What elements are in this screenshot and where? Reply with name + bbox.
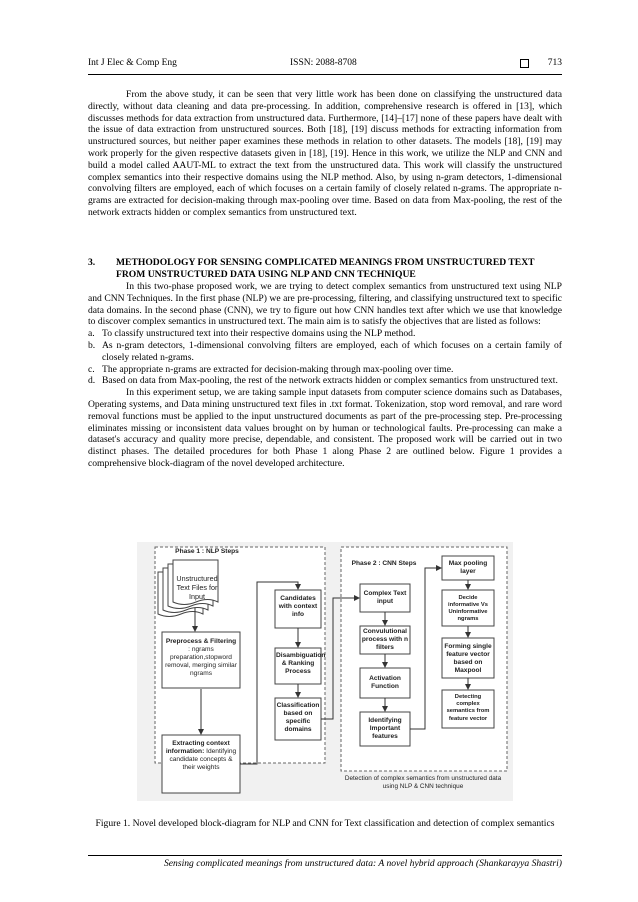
list-item: c. The appropriate n-grams are extracted for decision-making through max-pooling over time. xyxy=(88,363,454,375)
phase2-title: Phase 2 : CNN Steps xyxy=(351,560,417,567)
decide-box: Decide informative Vs Uninformative ngrams xyxy=(448,595,488,622)
forming-vector-box: Forming single feature vector based on Maxpool xyxy=(444,643,492,674)
extract-context-box: Extracting context information: Identifying candidate concepts & their weights xyxy=(165,740,237,771)
objectives-list xyxy=(88,328,562,387)
disambiguation-box: Disambiguation & Ranking Process xyxy=(276,652,326,675)
running-header xyxy=(88,58,562,72)
classification-box: Classification based on specific domains xyxy=(276,702,320,733)
identifying-features-box: Identifying Important features xyxy=(368,717,402,740)
section-body xyxy=(88,281,562,470)
activation-box: Activation Function xyxy=(369,675,401,690)
checkbox-square-icon xyxy=(520,59,529,68)
section-paragraph-1: In this two-phase proposed work, we are trying to detect complex semantics from unstructured text using NLP and CNN Techniques. In the first phase (NLP) we are pre-processing, filtering, and classifying unstructured text to specific data domains. In the second phase (CNN), we try to figure out how CNN handles text after which we use that knowledge to discover complex semantics in unstructured text. The main aim is to satisfy the objectives that are listed as follows: xyxy=(88,281,562,328)
intro-text xyxy=(88,89,562,219)
candidates-box: Candidates with context info xyxy=(278,595,318,618)
detecting-semantics-box: Detecting complex semantics from feature vector xyxy=(446,694,490,722)
convolution-box: Convulutional process with n filters xyxy=(361,628,409,651)
journal-name: Int J Elec & Comp Eng xyxy=(88,58,177,68)
maxpool-box: Max pooling layer xyxy=(448,560,488,575)
preprocess-box: Preprocess & Filtering : ngrams preparation,stopword removal, merging similar ngrams xyxy=(165,638,237,677)
section-heading xyxy=(88,257,562,281)
header-rule xyxy=(88,74,562,75)
issn: ISSN: 2088-8708 xyxy=(290,58,357,68)
section-paragraph-2: In this experiment setup, we are taking sample input datasets from computer science domains such as Databases, Operating systems, and Data mining unstructured text files in .txt format. Tokenization, stop word removal, and rare word removal functions must be applied to the input unstructured documents as part of the pre-processing step. Pre-processing eliminates missing or inconsistent data values brought on by human or technological faults. Pre-processing can make a dataset's accuracy and quality more precise, dependable, and consistent. The proposed work will be carried out in two distinct phases. The detailed procedures for both Phase 1 along Phase 2 are outlined below. Figure 1 provides a comprehensive block-diagram of the novel developed architecture. xyxy=(88,387,562,469)
complex-text-input-box: Complex Text input xyxy=(363,590,407,605)
phase1-title: Phase 1 : NLP Steps xyxy=(175,548,239,555)
page-number: 713 xyxy=(547,58,562,68)
diagram-note: Detection of complex semantics from unstructured data using NLP & CNN technique xyxy=(344,775,502,790)
unstructured-text-files: Unstructured Text Files for Input xyxy=(176,574,218,601)
list-item: d. Based on data from Max-pooling, the rest of the network extracts hidden or complex semantics from unstructured text. xyxy=(88,375,558,387)
figure-caption: Figure 1. Novel developed block-diagram for NLP and CNN for Text classification and detection of complex semantics xyxy=(95,818,555,829)
intro-paragraph: From the above study, it can be seen that very little work has been done on classifying the unstructured data directly, without data cleaning and data pre-processing. In addition, comprehensive research is offered in [13], which discusses methods for data extraction from unstructured data. Furthermore, [14]–[17] none of these papers have dealt with the issue of data extraction from unstructured sources. Both [18], [19] discuss methods for extracting information from unstructured sources, but neither paper examines these methods in relation to other datasets. The models [18], [19] may work properly for the given respective datasets given in [18], [19]. Hence in this work, we utilize the NLP and CNN and build a model called AAUT-ML to extract the text from the unstructured data. This work will classify the unstructured complex semantics into their respective domains using the NLP method. Also, by using n-gram detectors, 1-dimensional convolving filters are employed, each of which focuses on a certain family of closely related n-grams. The appropriate n-grams are extracted for decision-making through max-pooling over time. Based on data from Max-pooling, the rest of the network extracts hidden or complex semantics from unstructured text. xyxy=(88,89,562,218)
list-item: a. To classify unstructured text into their respective domains using the NLP method. xyxy=(88,328,416,340)
section-number: 3. xyxy=(88,257,96,268)
list-item: b. As n-gram detectors, 1-dimensional convolving filters are employed, each of which focuses on a certain family of closely related n-grams. xyxy=(88,339,562,363)
footer-rule xyxy=(88,855,562,856)
block-diagram xyxy=(137,542,513,801)
running-footer: Sensing complicated meanings from unstructured data: A novel hybrid approach (Shankarayya Shastri) xyxy=(164,858,562,869)
section-title: METHODOLOGY FOR SENSING COMPLICATED MEANINGS FROM UNSTRUCTURED TEXT FROM UNSTRUCTURED DATA USING NLP AND CNN TECHNIQUE xyxy=(116,257,535,280)
